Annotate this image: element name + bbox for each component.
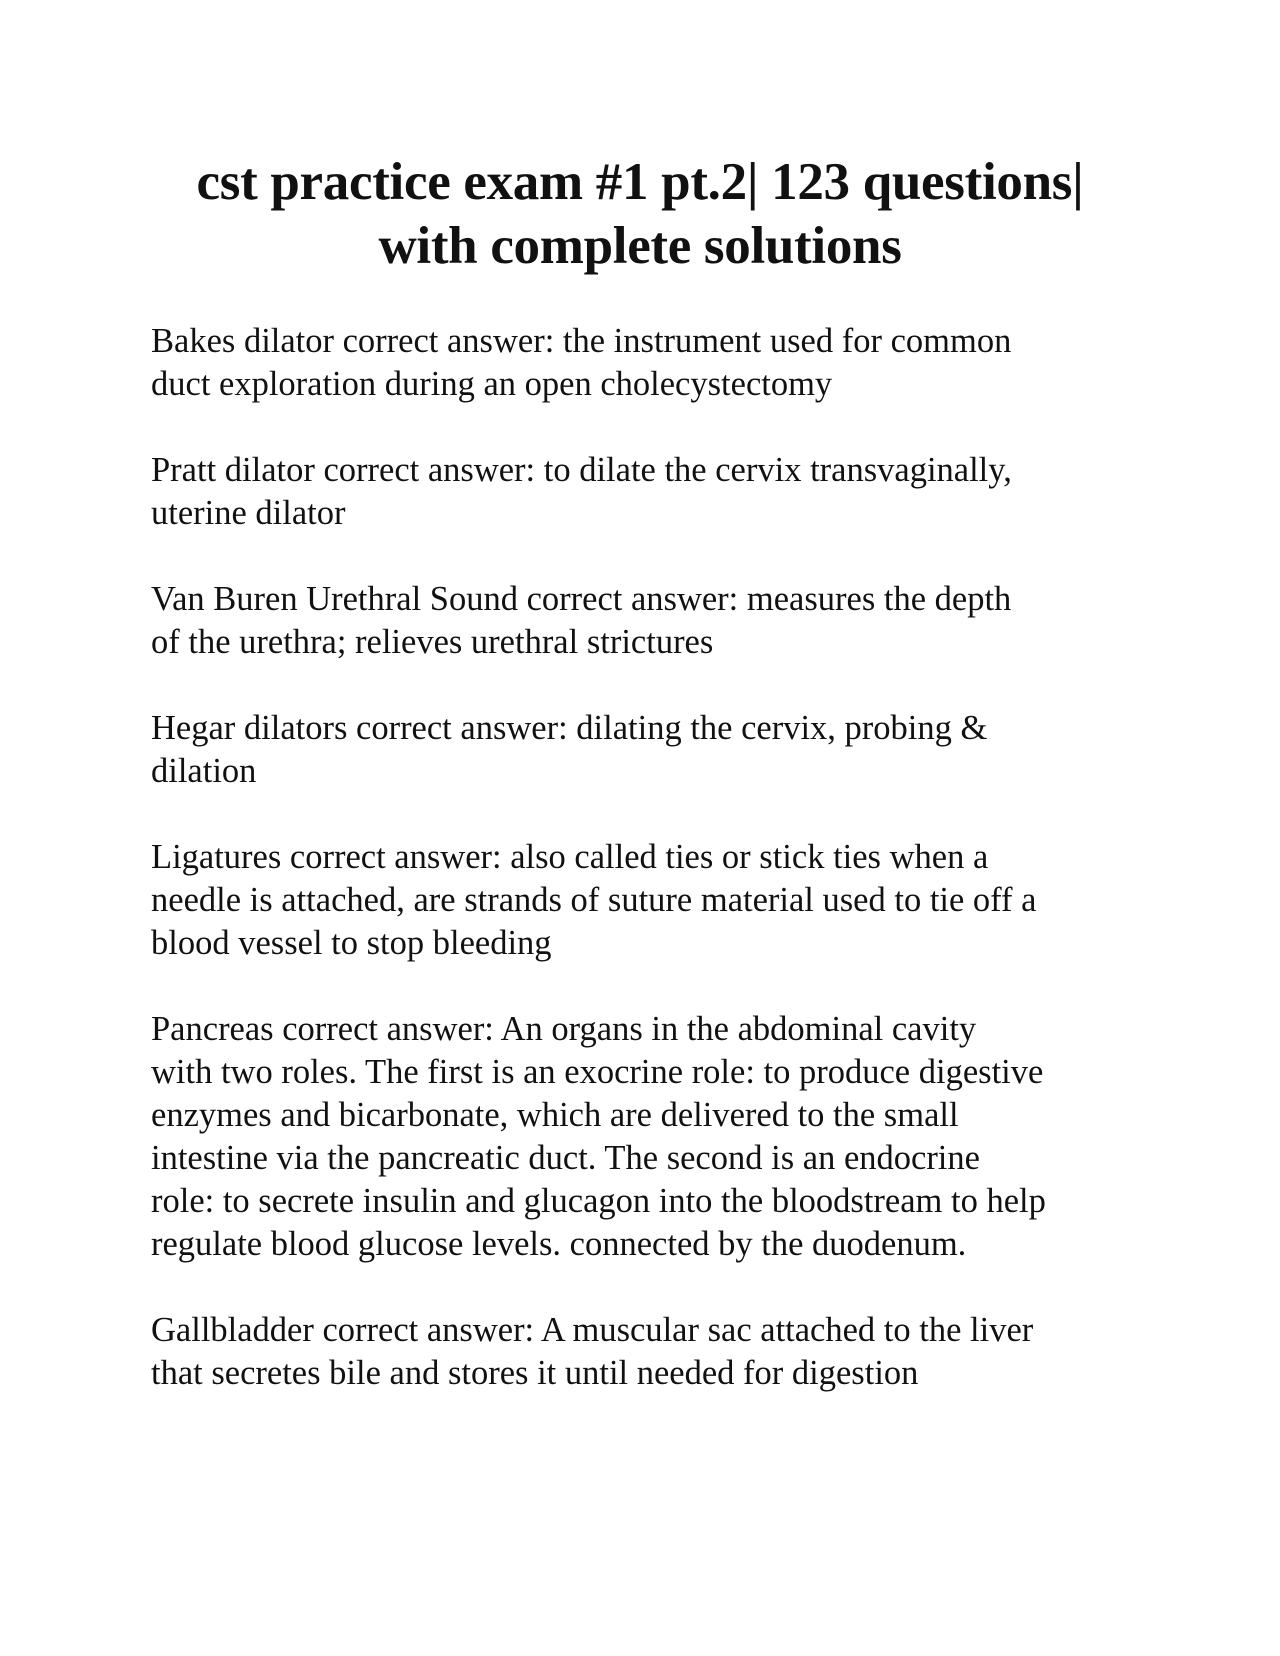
entry-line: role: to secrete insulin and glucagon into the bloodstream to help [151, 1182, 1046, 1220]
entry-line: dilation [151, 752, 257, 790]
entry-line: needle is attached, are strands of suture material used to tie off a [151, 881, 1037, 919]
qa-entry-pancreas [151, 1008, 1141, 1266]
entry-line: Ligatures correct answer: also called ties or stick ties when a [151, 838, 989, 876]
qa-entry-pratt-dilator [151, 449, 1141, 535]
qa-entry-hegar-dilators [151, 707, 1141, 793]
title-line: cst practice exam #1 pt.2| 123 questions| [196, 153, 1084, 211]
qa-entry-ligatures [151, 836, 1141, 965]
entry-line: Van Buren Urethral Sound correct answer: measures the depth [151, 580, 1012, 618]
entry-line: regulate blood glucose levels. connected by the duodenum. [151, 1225, 967, 1263]
entry-line: Gallbladder correct answer: A muscular sac attached to the liver [151, 1311, 1034, 1349]
qa-entry-gallbladder [151, 1309, 1141, 1395]
entry-line: with two roles. The first is an exocrine role: to produce digestive [151, 1053, 1044, 1091]
qa-entry-van-buren-sound [151, 578, 1141, 664]
entry-line: Bakes dilator correct answer: the instrument used for common [151, 322, 1012, 360]
page-title [150, 150, 1130, 278]
entry-line: uterine dilator [151, 494, 346, 532]
entry-line: Hegar dilators correct answer: dilating the cervix, probing & [151, 709, 988, 747]
entry-line: enzymes and bicarbonate, which are delivered to the small [151, 1096, 959, 1134]
qa-list [151, 320, 1141, 1438]
entry-line: duct exploration during an open cholecystectomy [151, 365, 833, 403]
entry-line: blood vessel to stop bleeding [151, 924, 552, 962]
qa-entry-bakes-dilator [151, 320, 1141, 406]
entry-line: of the urethra; relieves urethral strictures [151, 623, 714, 661]
entry-line: intestine via the pancreatic duct. The second is an endocrine [151, 1139, 980, 1177]
title-line: with complete solutions [378, 217, 902, 275]
entry-line: Pratt dilator correct answer: to dilate the cervix transvaginally, [151, 451, 1012, 489]
entry-line: that secretes bile and stores it until needed for digestion [151, 1354, 919, 1392]
entry-line: Pancreas correct answer: An organs in the abdominal cavity [151, 1010, 977, 1048]
